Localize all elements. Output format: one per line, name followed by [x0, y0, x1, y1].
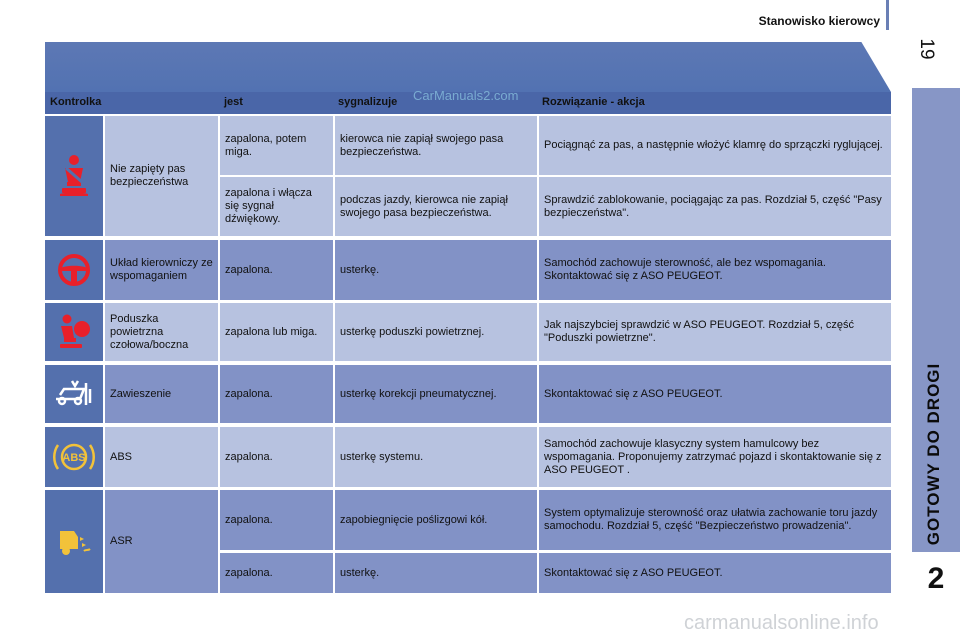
cell-state: zapalona.: [220, 553, 333, 593]
cell-state: zapalona lub miga.: [220, 303, 333, 361]
chapter-title-text: GOTOWY DO DROGI: [924, 362, 943, 546]
table-banner: [45, 42, 891, 92]
watermark-bottom: carmanualsonline.info: [684, 612, 879, 634]
cell-state: zapalona.: [220, 365, 333, 423]
header-kontrolka: Kontrolka: [50, 96, 102, 108]
row-name-steering: Układ kierowniczy ze wspomaganiem: [105, 240, 218, 300]
cell-signal: usterkę systemu.: [335, 427, 537, 487]
cell-action: Pociągnąć za pas, a następnie włożyć klamrę do sprzączki ryglującej.: [539, 116, 891, 175]
airbag-icon: [45, 303, 103, 361]
cell-signal: podczas jazdy, kierowca nie zapiął swojego pasa bezpieczeństwa.: [335, 177, 537, 236]
cell-state: zapalona i włącza się sygnał dźwiękowy.: [220, 177, 333, 236]
cell-action: Skontaktować się z ASO PEUGEOT.: [539, 553, 891, 593]
abs-icon-text: ABS: [62, 452, 86, 464]
cell-state: zapalona, potem miga.: [220, 116, 333, 175]
header-sygnalizuje: sygnalizuje: [338, 96, 398, 108]
cell-signal: usterkę.: [335, 553, 537, 593]
cell-action: Jak najszybciej sprawdzić w ASO PEUGEOT. Rozdział 5, część "Poduszki powietrzne".: [539, 303, 891, 361]
cell-action: System optymalizuje sterowność oraz ułatwia zachowanie toru jazdy samochodu. Rozdział 5, część "Bezpieczeństwo prowadzenia".: [539, 490, 891, 550]
cell-action: Skontaktować się z ASO PEUGEOT.: [539, 365, 891, 423]
abs-icon: [45, 427, 103, 487]
row-name-seatbelt: Nie zapięty pas bezpieczeństwa: [105, 116, 218, 236]
cell-action: Samochód zachowuje klasyczny system hamulcowy bez wspomagania. Proponujemy zatrzymać pojazd i skontaktowanie się z ASO PEUGEOT .: [539, 427, 891, 487]
section-title: Stanowisko kierowcy: [758, 14, 880, 28]
row-name-asr: ASR: [105, 490, 218, 593]
seatbelt-icon: [45, 116, 103, 236]
header-jest: jest: [224, 96, 243, 108]
asr-icon: [45, 490, 103, 593]
header-action: Rozwiązanie - akcja: [542, 96, 645, 108]
row-name-abs: ABS: [105, 427, 218, 487]
row-name-suspension: Zawieszenie: [105, 365, 218, 423]
cell-state: zapalona.: [220, 490, 333, 550]
steering-wheel-icon: [45, 240, 103, 300]
page-number: 19: [916, 38, 937, 60]
row-name-airbag: Poduszka powietrzna czołowa/boczna: [105, 303, 218, 361]
header-rule: [886, 0, 889, 30]
suspension-icon: [45, 365, 103, 423]
cell-signal: zapobiegnięcie poślizgowi kół.: [335, 490, 537, 550]
cell-state: zapalona.: [220, 240, 333, 300]
cell-signal: usterkę.: [335, 240, 537, 300]
watermark-top: CarManuals2.com: [413, 88, 519, 103]
cell-action: Samochód zachowuje sterowność, ale bez wspomagania. Skontaktować się z ASO PEUGEOT.: [539, 240, 891, 300]
cell-signal: usterkę korekcji pneumatycznej.: [335, 365, 537, 423]
cell-state: zapalona.: [220, 427, 333, 487]
cell-signal: usterkę poduszki powietrznej.: [335, 303, 537, 361]
cell-signal: kierowca nie zapiął swojego pasa bezpieczeństwa.: [335, 116, 537, 175]
chapter-number: 2: [927, 562, 945, 595]
cell-action: Sprawdzić zablokowanie, pociągając za pas. Rozdział 5, część "Pasy bezpieczeństwa".: [539, 177, 891, 236]
